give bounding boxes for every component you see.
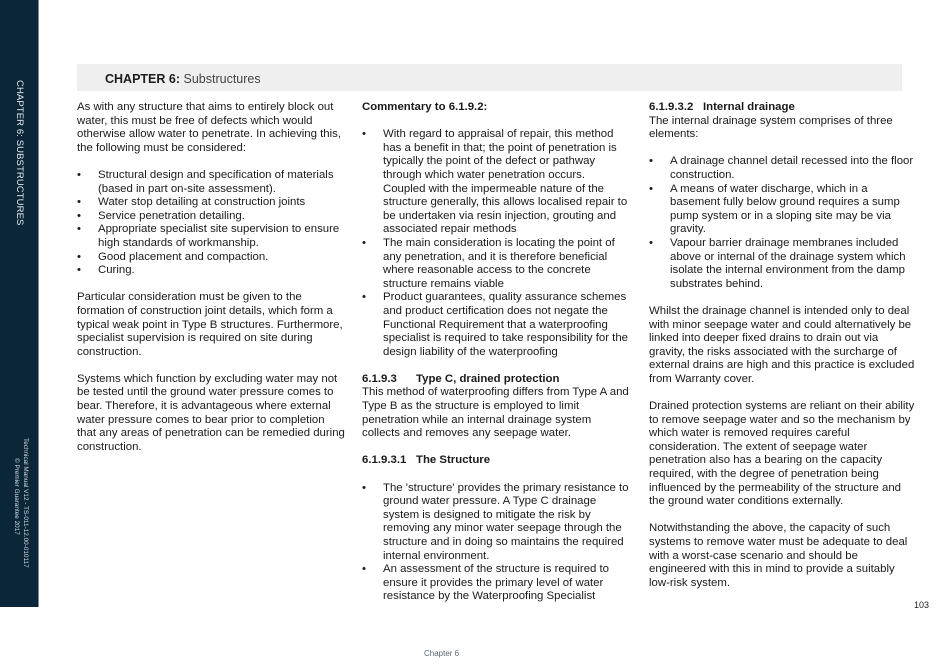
commentary-list xyxy=(362,128,630,359)
list-item: • Service penetration detailing. xyxy=(77,210,345,224)
list-item: • With regard to appraisal of repair, this method has a benefit in that; the point of penetration is typically the point of the defect or pathway through which water penetration occurs. Coupled with the impermeable nature of the structure generally, this allows localised repair to be undertaken via resin injection, grouting and associated repair methods xyxy=(362,128,630,237)
chapter-header xyxy=(77,64,902,91)
list-item: • Product guarantees, quality assurance schemes and product certification does not negate the Functional Requirement that a waterproofing specialist is required to take responsibility for the design liability of the waterproofing xyxy=(362,291,630,359)
paragraph: Drained protection systems are reliant on their ability to remove seepage water and so the mechanism by which water is removed requires careful consideration. The extent of seepage water penetration also has a bearing on the capacity required, with the degree of penetration being influenced by the permeability of the structure and the ground water conditions externally. xyxy=(649,400,915,508)
section-body: This method of waterproofing differs from Type A and Type B as the structure is employed to limit penetration while an internal drainage system collects and removes any seepage water. xyxy=(362,386,629,440)
structure-list xyxy=(362,482,630,604)
paragraph: Particular consideration must be given to the formation of construction joint details, which form a typical weak point in Type B structures. Furthermore, specialist supervision is required on site during construction. xyxy=(77,291,343,358)
subsection-heading xyxy=(362,454,630,468)
sidebar-document-meta xyxy=(12,438,30,568)
manual-version: Technical Manual V12 - TS-011-12.00-010117 xyxy=(22,438,29,568)
drainage-elements-list xyxy=(649,155,917,291)
chapter-sidebar xyxy=(0,0,39,607)
subsection-number: 6.1.9.3.1 xyxy=(362,454,407,467)
list-item: • The main consideration is locating the point of any penetration, and it is therefore beneficial where reasonable access to the concrete structure remains viable xyxy=(362,237,630,291)
subsection-title: Internal drainage xyxy=(703,101,795,113)
paragraph: Systems which function by excluding water may not be tested until the ground water pressure comes to bear. Therefore, it is advantageous where external water pressure comes to bear prior to completion that any areas of penetration can be remedied during construction. xyxy=(77,372,345,453)
text-column-2 xyxy=(362,101,630,618)
intro-paragraph: As with any structure that aims to entirely block out water, this must be free of defects which would otherwise allow water to penetrate. In achieving this, the following must be considered: xyxy=(77,101,342,154)
chapter-number: CHAPTER 6: xyxy=(105,72,181,86)
section-heading xyxy=(362,373,630,387)
sidebar-chapter-label: CHAPTER 6: SUBSTRUCTURES xyxy=(14,80,25,226)
list-item: • Curing. xyxy=(77,264,345,278)
subsection-number: 6.1.9.3.2 xyxy=(649,101,694,113)
page-title xyxy=(105,72,261,86)
list-item: • Appropriate specialist site supervision to ensure high standards of workmanship. xyxy=(77,223,345,250)
list-item: • Good placement and compaction. xyxy=(77,251,345,265)
page-number: 103 xyxy=(914,600,930,610)
list-item: • Water stop detailing at construction joints xyxy=(77,196,345,210)
subsection-heading xyxy=(649,101,917,115)
intro-paragraph: The internal drainage system comprises of three elements: xyxy=(649,114,893,141)
list-item: • Structural design and specification of materials (based in part on-site assessment). xyxy=(77,169,345,196)
chapter-title: Substructures xyxy=(183,72,261,86)
list-item: • Vapour barrier drainage membranes included above or internal of the drainage system which isolate the internal environment from the damp substrates behind. xyxy=(649,237,917,291)
considerations-list xyxy=(77,169,345,278)
list-item: • The 'structure' provides the primary resistance to ground water pressure. A Type C drainage system is designed to mitigate the risk by removing any minor water seepage through the structure and in doing so maintains the required internal environment. xyxy=(362,482,630,564)
copyright: © Premier Guarantee 2017 xyxy=(13,458,20,535)
subsection-title: The Structure xyxy=(416,454,491,467)
list-item: • A means of water discharge, which in a basement fully below ground requires a sump pump system or in a sloping site may be via gravity. xyxy=(649,183,917,237)
text-column-3 xyxy=(649,101,917,604)
list-item: • A drainage channel detail recessed into the floor construction. xyxy=(649,155,917,182)
list-item: • An assessment of the structure is required to ensure it provides the primary level of water resistance by the Waterproofing Specialist xyxy=(362,563,630,604)
section-title: Type C, drained protection xyxy=(416,372,560,385)
commentary-heading: Commentary to 6.1.9.2: xyxy=(362,101,488,113)
paragraph: Notwithstanding the above, the capacity of such systems to remove water must be adequate to deal with a worst-case scenario and should be engineered with this in mind to provide a suitably low-risk system. xyxy=(649,522,908,589)
text-column-1 xyxy=(77,101,345,468)
footer-chapter-label: Chapter 6 xyxy=(424,649,460,658)
section-number: 6.1.9.3 xyxy=(362,372,397,385)
paragraph: Whilst the drainage channel is intended only to deal with minor seepage water and could alternatively be linked into deeper fixed drains to drain out via gravity, the risks associated with the surcharge of external drains are high and this practice is excluded from Warranty cover. xyxy=(649,304,915,385)
